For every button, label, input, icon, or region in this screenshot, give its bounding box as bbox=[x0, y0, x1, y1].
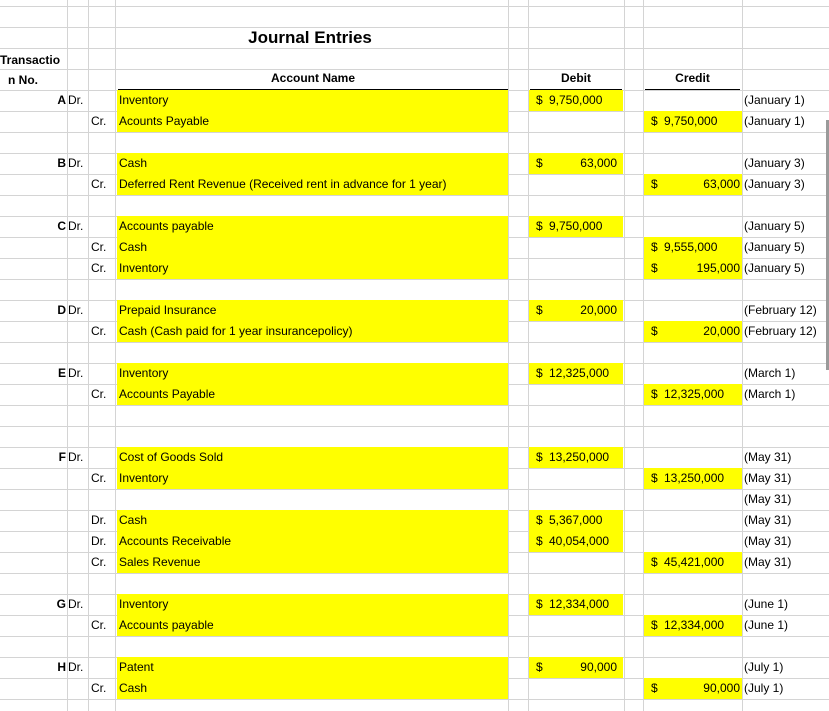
dollar-sign: $ bbox=[651, 114, 658, 128]
account-name-cell[interactable]: Cash bbox=[117, 510, 508, 531]
dollar-sign: $ bbox=[651, 240, 658, 254]
entry-date: (July 1) bbox=[744, 681, 784, 695]
debit-amount: 12,325,000 bbox=[549, 366, 610, 380]
account-name-cell[interactable]: Deferred Rent Revenue (Received rent in advance for 1 year) bbox=[117, 174, 508, 195]
grid-vline bbox=[624, 0, 625, 711]
entry-date: (July 1) bbox=[744, 660, 784, 674]
dollar-sign: $ bbox=[651, 261, 658, 275]
grid-hline bbox=[0, 48, 829, 49]
entry-date: (May 31) bbox=[744, 492, 792, 506]
credit-amount: 9,750,000 bbox=[664, 114, 718, 128]
entry-date: (January 5) bbox=[744, 240, 805, 254]
account-name-cell[interactable]: Accounts Payable bbox=[117, 384, 508, 405]
grid-vline bbox=[115, 0, 116, 711]
credit-amount: 63,000 bbox=[703, 177, 740, 191]
dollar-sign: $ bbox=[536, 534, 543, 548]
entry-type: Cr. bbox=[91, 114, 107, 128]
entry-type: Cr. bbox=[91, 555, 107, 569]
transaction-letter: H bbox=[57, 660, 66, 674]
account-name-cell[interactable]: Sales Revenue bbox=[117, 552, 508, 573]
transaction-letter: B bbox=[57, 156, 66, 170]
entry-date: (June 1) bbox=[744, 618, 789, 632]
grid-hline bbox=[0, 573, 829, 574]
account-name-cell[interactable]: Accounts payable bbox=[117, 615, 508, 636]
debit-amount: 12,334,000 bbox=[549, 597, 610, 611]
dollar-sign: $ bbox=[651, 681, 658, 695]
credit-amount: 90,000 bbox=[703, 681, 740, 695]
account-name-cell[interactable]: Cash bbox=[117, 237, 508, 258]
entry-type: Dr. bbox=[68, 303, 84, 317]
entry-date: (February 12) bbox=[744, 303, 817, 317]
debit-amount: 63,000 bbox=[580, 156, 617, 170]
account-name-cell[interactable]: Inventory bbox=[117, 90, 508, 111]
credit-cell[interactable] bbox=[644, 321, 742, 342]
credit-header: Credit bbox=[675, 71, 710, 85]
debit-cell[interactable] bbox=[529, 510, 623, 531]
entry-type: Cr. bbox=[91, 240, 107, 254]
dollar-sign: $ bbox=[536, 450, 543, 464]
credit-cell[interactable] bbox=[644, 552, 742, 573]
debit-amount: 40,054,000 bbox=[549, 534, 610, 548]
account-name-cell[interactable]: Patent bbox=[117, 657, 508, 678]
entry-type: Cr. bbox=[91, 387, 107, 401]
entry-type: Dr. bbox=[68, 156, 84, 170]
entry-date: (May 31) bbox=[744, 534, 792, 548]
transaction-letter: A bbox=[57, 93, 66, 107]
entry-date: (June 1) bbox=[744, 597, 789, 611]
debit-amount: 13,250,000 bbox=[549, 450, 610, 464]
debit-cell[interactable] bbox=[529, 531, 623, 552]
account-name-cell[interactable]: Acounts Payable bbox=[117, 111, 508, 132]
credit-amount: 12,334,000 bbox=[664, 618, 725, 632]
grid-hline bbox=[0, 342, 829, 343]
entry-type: Dr. bbox=[68, 597, 84, 611]
debit-header: Debit bbox=[561, 71, 591, 85]
debit-cell[interactable] bbox=[529, 153, 623, 174]
credit-amount: 13,250,000 bbox=[664, 471, 725, 485]
dollar-sign: $ bbox=[536, 156, 543, 170]
grid-vline bbox=[508, 0, 509, 711]
entry-date: (March 1) bbox=[744, 387, 796, 401]
dollar-sign: $ bbox=[536, 303, 543, 317]
credit-cell[interactable] bbox=[644, 678, 742, 699]
credit-amount: 9,555,000 bbox=[664, 240, 718, 254]
account-name-cell[interactable]: Cash bbox=[117, 153, 508, 174]
dollar-sign: $ bbox=[651, 177, 658, 191]
dollar-sign: $ bbox=[536, 513, 543, 527]
debit-cell[interactable] bbox=[529, 657, 623, 678]
transaction-letter: F bbox=[58, 450, 66, 464]
entry-date: (May 31) bbox=[744, 471, 792, 485]
dollar-sign: $ bbox=[536, 597, 543, 611]
account-name-cell[interactable]: Accounts Receivable bbox=[117, 531, 508, 552]
transaction-header-line1: Transactio bbox=[0, 53, 61, 67]
debit-cell[interactable] bbox=[529, 447, 623, 468]
dollar-sign: $ bbox=[536, 93, 543, 107]
entry-type: Dr. bbox=[68, 660, 84, 674]
dollar-sign: $ bbox=[536, 219, 543, 233]
entry-type: Dr. bbox=[91, 534, 107, 548]
credit-header-underline bbox=[645, 89, 740, 90]
entry-date: (January 5) bbox=[744, 219, 805, 233]
grid-hline bbox=[0, 489, 829, 490]
debit-amount: 9,750,000 bbox=[549, 219, 603, 233]
credit-cell[interactable] bbox=[644, 615, 742, 636]
account-name-cell[interactable]: Prepaid Insurance bbox=[117, 300, 508, 321]
grid-hline bbox=[0, 636, 829, 637]
account-name-cell[interactable]: Cash (Cash paid for 1 year insurancepolicy) bbox=[117, 321, 508, 342]
debit-cell[interactable] bbox=[529, 594, 623, 615]
account-name-header: Account Name bbox=[270, 71, 356, 85]
entry-type: Cr. bbox=[91, 324, 107, 338]
account-name-cell[interactable]: Inventory bbox=[117, 468, 508, 489]
grid-hline bbox=[0, 6, 829, 7]
credit-cell[interactable] bbox=[644, 237, 742, 258]
entry-date: (March 1) bbox=[744, 366, 796, 380]
transaction-letter: C bbox=[57, 219, 66, 233]
grid-hline bbox=[0, 279, 829, 280]
transaction-header-line2: n No. bbox=[8, 73, 38, 87]
grid-hline bbox=[0, 405, 829, 406]
debit-amount: 9,750,000 bbox=[549, 93, 603, 107]
credit-cell[interactable] bbox=[644, 258, 742, 279]
entry-type: Dr. bbox=[68, 219, 84, 233]
entry-type: Cr. bbox=[91, 177, 107, 191]
grid-hline bbox=[0, 132, 829, 133]
debit-cell[interactable] bbox=[529, 216, 623, 237]
page-title: Journal Entries bbox=[248, 28, 372, 47]
entry-type: Dr. bbox=[68, 93, 84, 107]
entry-type: Cr. bbox=[91, 261, 107, 275]
credit-amount: 20,000 bbox=[703, 324, 740, 338]
entry-date: (January 1) bbox=[744, 93, 805, 107]
dollar-sign: $ bbox=[651, 471, 658, 485]
credit-amount: 195,000 bbox=[696, 261, 740, 275]
entry-date: (January 1) bbox=[744, 114, 805, 128]
entry-date: (February 12) bbox=[744, 324, 817, 338]
entry-type: Cr. bbox=[91, 471, 107, 485]
dollar-sign: $ bbox=[536, 660, 543, 674]
credit-amount: 12,325,000 bbox=[664, 387, 725, 401]
entry-type: Dr. bbox=[91, 513, 107, 527]
debit-amount: 90,000 bbox=[580, 660, 617, 674]
account-name-cell[interactable]: Inventory bbox=[117, 594, 508, 615]
debit-amount: 5,367,000 bbox=[549, 513, 603, 527]
credit-cell[interactable] bbox=[644, 174, 742, 195]
entry-date: (May 31) bbox=[744, 450, 792, 464]
account-name-cell[interactable]: Inventory bbox=[117, 258, 508, 279]
account-name-cell[interactable]: Accounts payable bbox=[117, 216, 508, 237]
transaction-letter: E bbox=[57, 366, 66, 380]
account-name-cell[interactable]: Inventory bbox=[117, 363, 508, 384]
transaction-letter: D bbox=[57, 303, 66, 317]
credit-cell[interactable] bbox=[644, 468, 742, 489]
entry-date: (January 3) bbox=[744, 156, 805, 170]
dollar-sign: $ bbox=[651, 387, 658, 401]
debit-cell[interactable] bbox=[529, 90, 623, 111]
entry-date: (January 5) bbox=[744, 261, 805, 275]
credit-amount: 45,421,000 bbox=[664, 555, 725, 569]
entry-date: (May 31) bbox=[744, 555, 792, 569]
entry-type: Cr. bbox=[91, 618, 107, 632]
entry-type: Cr. bbox=[91, 681, 107, 695]
credit-cell[interactable] bbox=[644, 111, 742, 132]
grid-hline bbox=[0, 699, 829, 700]
debit-amount: 20,000 bbox=[580, 303, 617, 317]
account-name-cell[interactable]: Cash bbox=[117, 678, 508, 699]
debit-cell[interactable] bbox=[529, 300, 623, 321]
dollar-sign: $ bbox=[651, 618, 658, 632]
grid-vline bbox=[742, 0, 743, 711]
dollar-sign: $ bbox=[651, 324, 658, 338]
grid-hline bbox=[0, 195, 829, 196]
entry-date: (January 3) bbox=[744, 177, 805, 191]
credit-cell[interactable] bbox=[644, 384, 742, 405]
dollar-sign: $ bbox=[651, 555, 658, 569]
dollar-sign: $ bbox=[536, 366, 543, 380]
entry-date: (May 31) bbox=[744, 513, 792, 527]
grid-vline bbox=[643, 0, 644, 711]
entry-type: Dr. bbox=[68, 450, 84, 464]
transaction-letter: G bbox=[56, 597, 66, 611]
entry-type: Dr. bbox=[68, 366, 84, 380]
grid-hline bbox=[0, 426, 829, 427]
account-name-cell[interactable]: Cost of Goods Sold bbox=[117, 447, 508, 468]
debit-cell[interactable] bbox=[529, 363, 623, 384]
